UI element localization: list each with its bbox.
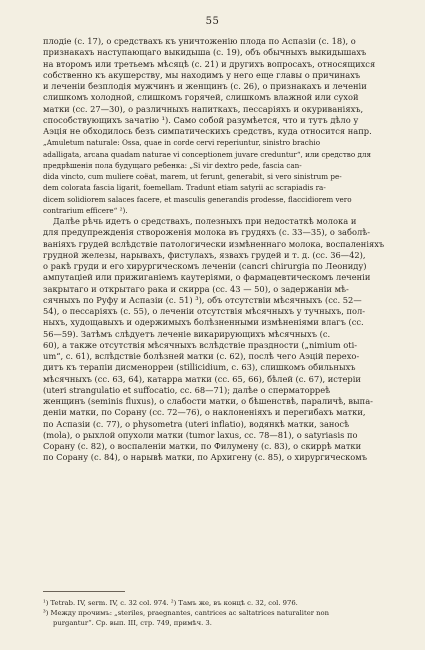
text-line: грудной железы, нарывахъ, фистулахъ, язвахъ грудей и т. д. (сс. 36—42), [43, 249, 366, 260]
text-line: 56—59). Затѣмъ слѣдуетъ леченіе викарирующихъ мѣсячныхъ (с. [43, 328, 331, 339]
text-line: Аэція не обходилось безъ симпатическихъ средствъ, куда относится напр. [43, 126, 372, 136]
text-line: по Аспазіи (с. 77), о physometra (uteri inflatio), водянкѣ матки, заносѣ [43, 418, 350, 429]
text-line: матки (сс. 27—30), о различныхъ напиткахъ, пессаріяхъ и окуриваніяхъ, [43, 103, 364, 114]
quote-line: contrarium efficere“ ²). [43, 205, 128, 215]
text-line: дитъ къ терапіи дисменорреи (stillicidium, с. 63), слишкомъ обильныхъ [43, 362, 356, 373]
text-line: плодіе (с. 17), о средствахъ къ уничтоженію плода по Аспазіи (с. 18), о [43, 36, 356, 46]
paragraph-start-line: Далѣе рѣчь идетъ о средствахъ, полезныхъ при недостаткѣ молока и [53, 216, 357, 226]
text-line: мѣсячныхъ (сс. 63, 64), катарра матки (сс. 65, 66), бѣлей (с. 67), истеріи [43, 373, 361, 384]
text-line: 60), а также отсутствія мѣсячныхъ вслѣдствіе праздности („nimium oti- [43, 339, 358, 350]
quote-line: dicem solidiorem salaces facere, et masculis generandis prodesse, flaccidiorem vero [43, 194, 352, 204]
text-line: для предупрежденія створоженія молока въ грудяхъ (с. 33—35), о заболѣ- [43, 227, 371, 238]
text-line: 54), о пессаріяхъ (с. 55), о леченіи отсутствія мѣсячныхъ у тучныхъ, пол- [43, 306, 366, 316]
text-line: женщинъ (seminis fluxus), о слабости матки, о бѣшенствѣ, параличѣ, выпа- [43, 396, 373, 406]
text-line: слишкомъ холодной, слишкомъ горячей, слишкомъ влажной или сухой [43, 92, 359, 103]
quote-line: adalligata, arcana quadam naturae vi conceptionem juvare creduntur“, или средство для [43, 149, 371, 159]
footnote-divider [43, 591, 125, 592]
text-line: собственно къ акушерству, мы находимъ у него еще главы о причинахъ [43, 69, 361, 80]
text-line: Сорану (с. 82), о воспаленіи матки, по Филумену (с. 83), о скиррѣ матки [43, 441, 362, 451]
text-line: на второмъ или третьемъ мѣсяцѣ (с. 21) и другихъ вопросахъ, относящихся [43, 58, 376, 69]
footnote-continuation: purgantur“. Ср. вып. III, стр. 749, примѣч. 3. [53, 619, 212, 627]
text-line: признакахъ наступающаго выкидыша (с. 19), объ обычныхъ выкидышахъ [43, 47, 367, 58]
footnote: ¹) Tetrab. IV, serm. IV, c. 32 col. 974. ²) Тамъ же, въ концѣ c. 32, col. 976. [43, 599, 298, 607]
body-text [43, 36, 393, 464]
quote-line: предрѣшенія пола будущаго ребенка: „Si vir dextro pede, fascia can- [43, 160, 302, 170]
quote-line: „Amuletum naturale: Ossa, quae in corde cervi reperiuntur, sinistro brachio [43, 138, 321, 148]
text-line: (uteri strangulatio et suffocatio, сс. 68—71); далѣе о сперматорреѣ [43, 384, 331, 395]
quote-line: dem colorata fascia ligarit, foemellam. Tradunt etiam satyrii ac scrapiadis ra- [43, 183, 326, 193]
text-line: ныхъ, худощавыхъ и одержимыхъ болѣзненными измѣненіями влагъ (сс. [43, 317, 364, 328]
text-line: um“, с. 61), вслѣдствіе болѣзней матки (с. 62), послѣ чего Аэцій перехо- [43, 351, 360, 361]
text-line: закрытаго и открытаго рака и скирра (сс. 43 — 50), о задержаніи мѣ- [43, 283, 349, 294]
text-line: деніи матки, по Сорану (сс. 72—76), о наклоненіяхъ и перегибахъ матки, [43, 407, 366, 418]
text-line: ваніяхъ грудей вслѣдствіе патологически измѣненнаго молока, воспаленіяхъ [43, 238, 385, 249]
quote-line: dida vincto, cum muliere coëat, marem, ut ferunt, generabit, si vero sinistrum pe- [43, 172, 342, 181]
text-line: (mola), о рыхлой опухоли матки (tumor laxus, сс. 78—81), о satyriasis по [43, 429, 358, 440]
page-number: 55 [205, 16, 220, 27]
footnotes [43, 598, 393, 628]
text-line: способствующихъ зачатію ¹). Само собой разумѣется, что и тутъ дѣло у [43, 114, 359, 125]
text-line: и леченіи безплодія мужчинъ и женщинъ (с. 26), о признакахъ и леченіи [43, 81, 367, 91]
text-line: по Сорану (с. 84), о нарывѣ матки, по Архигену (с. 85), о хирургическомъ [43, 452, 368, 463]
text-line: ампутаціей или прижиганіемъ каутеріями, о фармацевтическомъ леченіи [43, 272, 371, 283]
text-line: о ракѣ груди и его хирургическомъ леченіи (cancri chirurgia по Леониду) [43, 261, 367, 271]
footnote: ³) Между прочимъ: „steriles, praegnantes, cantrices ac saltatrices naturaliter non [43, 609, 329, 617]
text-line: сячныхъ по Руфу и Аспазіи (с. 51) ³), объ отсутствіи мѣсячныхъ (сс. 52— [43, 294, 362, 305]
